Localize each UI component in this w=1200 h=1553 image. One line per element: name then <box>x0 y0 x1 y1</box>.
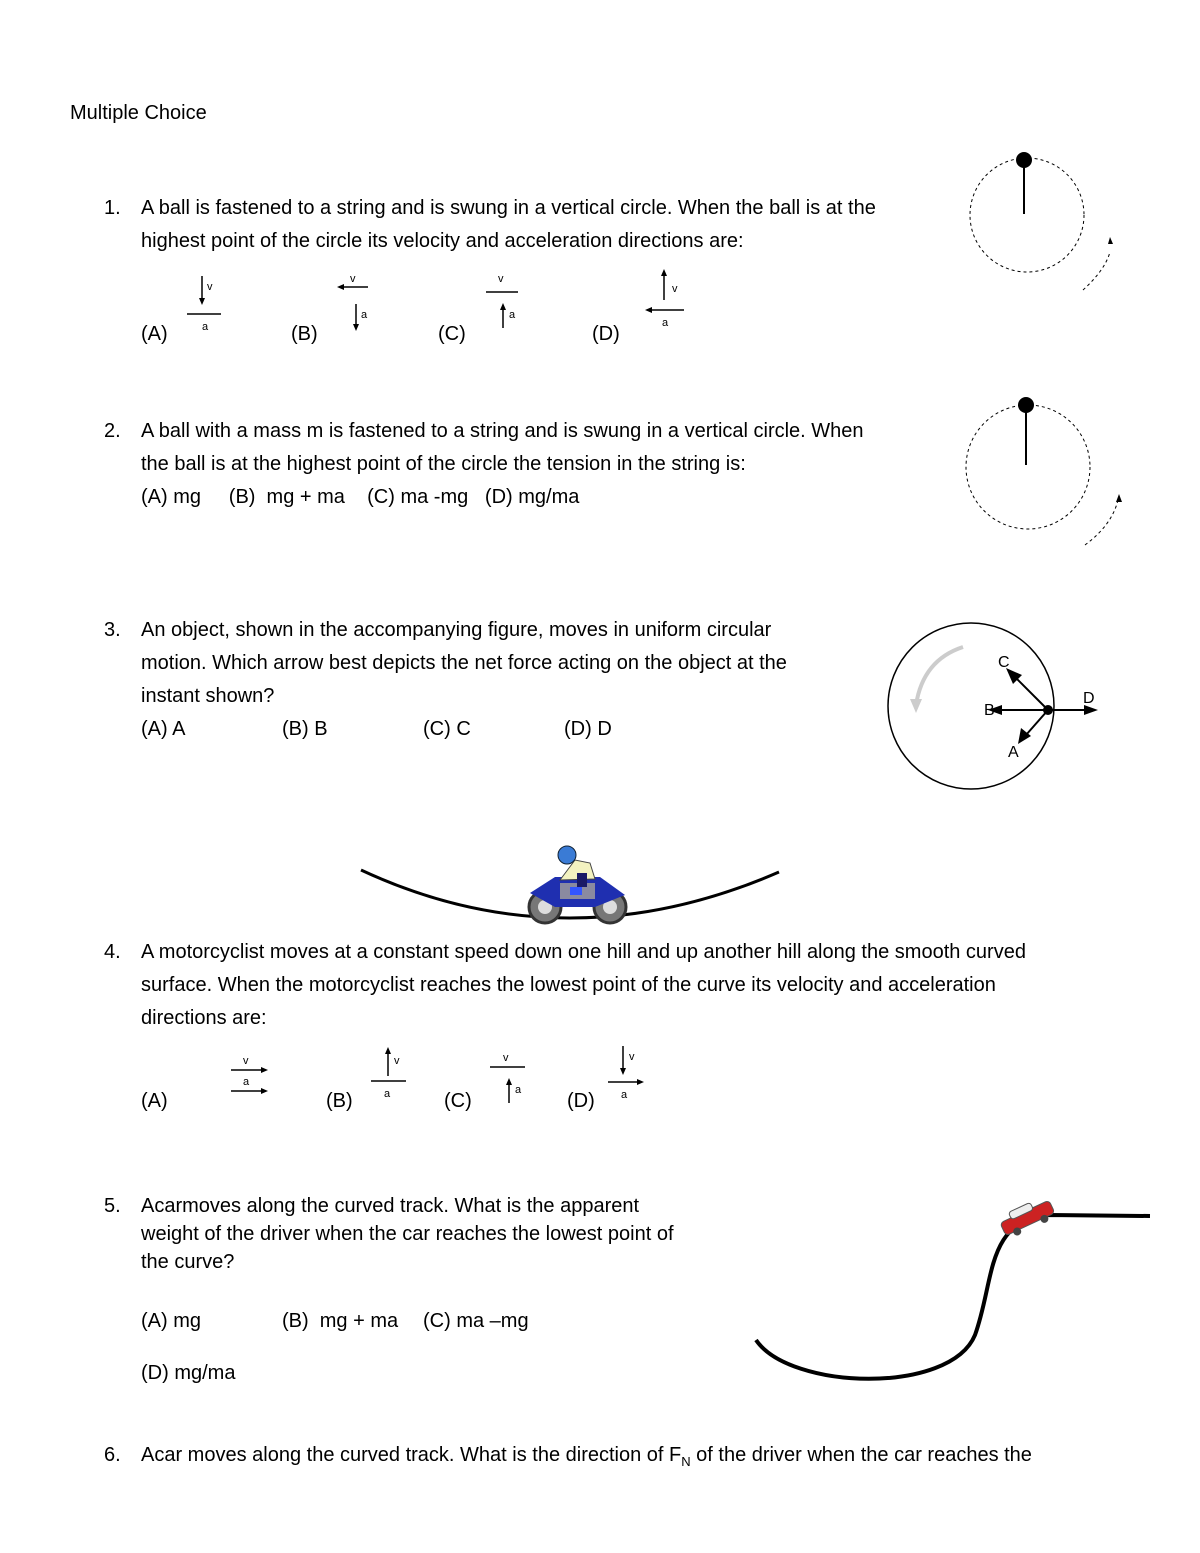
q3-number: 3. <box>104 619 121 641</box>
q2-text-line2: the ball is at the highest point of the circle the tension in the string is: <box>141 453 746 475</box>
svg-text:B: B <box>984 702 995 719</box>
svg-text:a: a <box>621 1089 628 1101</box>
q4-option-a[interactable]: (A) <box>141 1090 168 1112</box>
q1-option-a[interactable]: (A) <box>141 323 168 345</box>
q3-option-d[interactable]: (D) D <box>564 718 612 740</box>
q3-text-line3: instant shown? <box>141 685 275 707</box>
q4-option-d[interactable]: (D) <box>567 1090 595 1112</box>
svg-text:a: a <box>384 1088 391 1100</box>
svg-text:a: a <box>662 317 669 329</box>
q1-option-c[interactable]: (C) <box>438 323 466 345</box>
q3-option-a[interactable]: (A) A <box>141 718 186 740</box>
q1-vector-diagram-a <box>180 268 230 338</box>
q3-text-line2: motion. Which arrow best depicts the net force acting on the object at the <box>141 652 787 674</box>
ball-icon <box>1016 152 1032 168</box>
q6-text <box>141 1439 1032 1478</box>
q2-vertical-circle-figure <box>950 385 1135 555</box>
svg-text:v: v <box>498 273 504 285</box>
q6-text-after: of the driver when the car reaches the <box>690 1444 1032 1466</box>
q1-text-line2: highest point of the circle its velocity and acceleration directions are: <box>141 230 744 252</box>
svg-text:C: C <box>998 654 1010 671</box>
svg-text:v: v <box>350 273 356 285</box>
svg-text:v: v <box>503 1052 509 1064</box>
q1-option-b[interactable]: (B) <box>291 323 318 345</box>
q4-number: 4. <box>104 941 121 963</box>
q4-text-line2: surface. When the motorcyclist reaches the lowest point of the curve its velocity and acceleration <box>141 974 996 996</box>
q4-text-line3: directions are: <box>141 1007 267 1029</box>
q1-vector-diagram-c <box>480 268 530 338</box>
svg-text:a: a <box>202 321 209 333</box>
ball-icon <box>1018 397 1034 413</box>
page-heading: Multiple Choice <box>70 102 207 124</box>
motorcycle-icon <box>529 846 626 923</box>
q2-text-line1: A ball with a mass m is fastened to a string and is swung in a vertical circle. When <box>141 420 864 442</box>
svg-text:v: v <box>243 1055 249 1067</box>
q4-motorcycle-curve-figure <box>355 815 785 930</box>
q5-option-d[interactable]: (D) mg/ma <box>141 1362 236 1384</box>
q5-option-a[interactable]: (A) mg <box>141 1310 201 1332</box>
q1-option-d[interactable]: (D) <box>592 323 620 345</box>
q6-number: 6. <box>104 1444 121 1466</box>
q1-text-line1: A ball is fastened to a string and is swung in a vertical circle. When the ball is at the <box>141 197 876 219</box>
q3-circular-motion-figure <box>878 615 1108 800</box>
q3-option-b[interactable]: (B) B <box>282 718 328 740</box>
q4-option-c[interactable]: (C) <box>444 1090 472 1112</box>
q4-vector-diagram-a <box>225 1050 275 1100</box>
svg-text:a: a <box>509 309 516 321</box>
q5-curved-track-figure <box>750 1190 1155 1395</box>
q5-text-line2: weight of the driver when the car reaches the lowest point of <box>141 1223 674 1245</box>
svg-text:v: v <box>629 1051 635 1063</box>
svg-text:v: v <box>207 281 213 293</box>
q5-text-line1: Acarmoves along the curved track. What is the apparent <box>141 1195 640 1217</box>
q5-option-b[interactable]: (B) mg + ma <box>282 1310 399 1332</box>
q4-vector-diagram-c <box>485 1045 535 1107</box>
svg-text:D: D <box>1083 690 1095 707</box>
q6-subscript: N <box>681 1454 691 1469</box>
q1-vector-diagram-b <box>332 268 382 338</box>
svg-text:v: v <box>394 1055 400 1067</box>
q4-vector-diagram-d <box>603 1040 653 1102</box>
q2-number: 2. <box>104 420 121 442</box>
q4-text-line1: A motorcyclist moves at a constant speed down one hill and up another hill along the smooth curved <box>141 941 1026 963</box>
q6-text-before: Acar moves along the curved track. What is the direction of F <box>141 1444 682 1466</box>
q4-option-b[interactable]: (B) <box>326 1090 353 1112</box>
q1-vector-diagram-d <box>640 262 694 334</box>
q1-number: 1. <box>104 197 121 219</box>
q5-text-line3: the curve? <box>141 1251 235 1273</box>
svg-text:a: a <box>243 1076 250 1088</box>
object-dot <box>1043 705 1053 715</box>
q2-answer-choices[interactable]: (A) mg (B) mg + ma (C) ma -mg (D) mg/ma <box>141 486 580 508</box>
svg-text:a: a <box>361 309 368 321</box>
svg-text:a: a <box>515 1084 522 1096</box>
q4-vector-diagram-b <box>366 1040 416 1102</box>
svg-text:v: v <box>672 283 678 295</box>
car-icon <box>997 1195 1057 1240</box>
q3-option-c[interactable]: (C) C <box>423 718 471 740</box>
q5-number: 5. <box>104 1195 121 1217</box>
svg-text:A: A <box>1008 744 1019 761</box>
q3-text-line1: An object, shown in the accompanying figure, moves in uniform circular <box>141 619 772 641</box>
q5-option-c[interactable]: (C) ma –mg <box>423 1310 529 1332</box>
q1-vertical-circle-figure <box>955 140 1130 315</box>
